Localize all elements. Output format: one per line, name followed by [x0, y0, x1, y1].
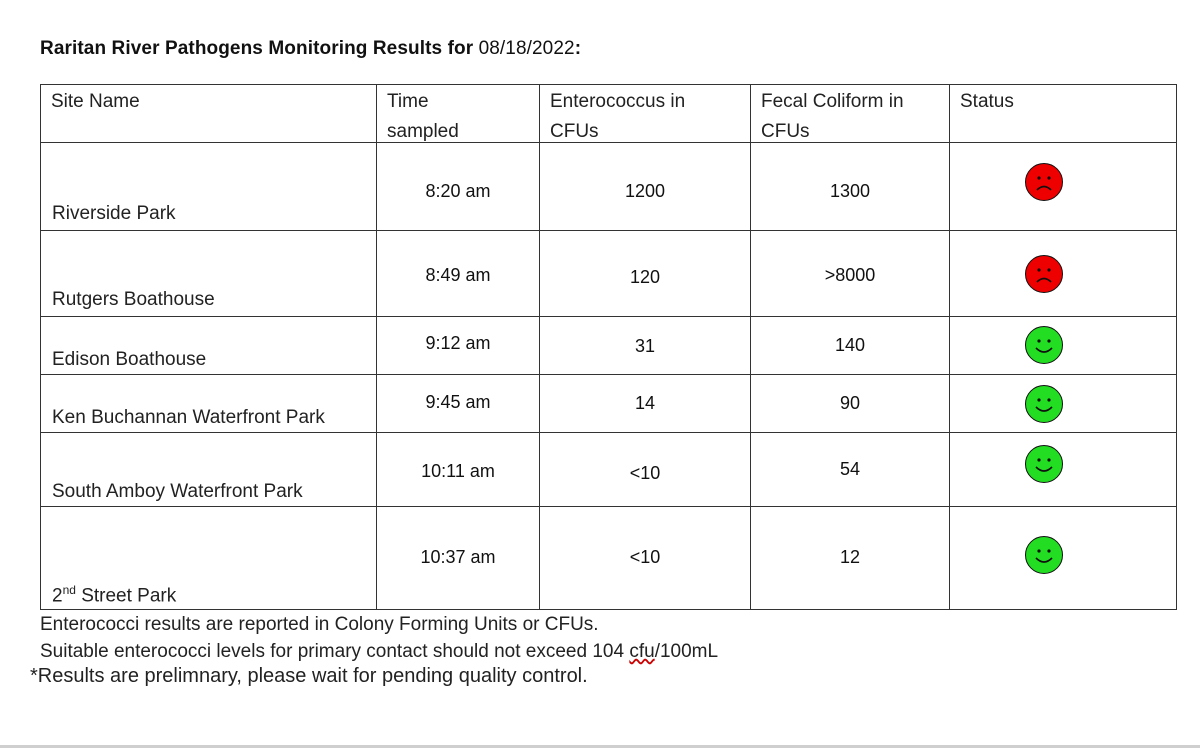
table-row-time: [377, 231, 540, 317]
table-row-time: [377, 507, 540, 610]
site-name: Rutgers Boathouse: [52, 289, 215, 310]
entero-value: 1200: [624, 181, 666, 201]
site-name: Ken Buchannan Waterfront Park: [52, 407, 325, 428]
header-site-label: Site Name: [51, 91, 140, 112]
sad-face-icon: [1025, 255, 1063, 293]
table-row-entero: [540, 507, 751, 610]
header-fecal-line1: Fecal Coliform in: [761, 91, 904, 112]
table-row-entero: [540, 433, 751, 507]
table-row-site: [41, 317, 377, 375]
site-name: [52, 583, 176, 607]
fecal-value: 12: [839, 547, 861, 567]
header-status-label: Status: [960, 91, 1014, 112]
site-name-suffix: nd: [62, 583, 76, 597]
happy-face-icon: [1025, 326, 1063, 364]
header-time-sampled: [377, 85, 540, 143]
note-suitable-text: Suitable enterococci levels for primary contact should not exceed 104: [40, 641, 630, 662]
table-row-site: [41, 143, 377, 231]
time-value: 9:12 am: [425, 333, 491, 353]
entero-value: <10: [629, 463, 661, 483]
page-title: [40, 38, 581, 60]
table-row-status: [950, 375, 1177, 433]
table-row-site: [41, 375, 377, 433]
time-value: 9:45 am: [425, 392, 491, 412]
table-row-time: [377, 143, 540, 231]
fecal-value: 1300: [829, 181, 871, 201]
table-row-fecal: [751, 231, 950, 317]
sad-face-icon: [1025, 163, 1063, 201]
table-row-fecal: [751, 317, 950, 375]
table-row-status: [950, 507, 1177, 610]
entero-value: <10: [629, 547, 661, 567]
site-name: Edison Boathouse: [52, 349, 207, 370]
time-value: 8:20 am: [425, 181, 491, 201]
time-value: 10:37 am: [420, 547, 496, 567]
header-entero-line1: Enterococcus in: [550, 91, 686, 112]
header-enterococcus: [540, 85, 751, 143]
table-row-time: [377, 375, 540, 433]
table-row-entero: [540, 143, 751, 231]
table-row-status: [950, 433, 1177, 507]
table-row-site: [41, 433, 377, 507]
header-fecal-line2: CFUs: [761, 121, 810, 142]
title-date: 08/18/2022: [478, 38, 575, 59]
fecal-value: 54: [839, 459, 861, 479]
header-site-name: [41, 85, 377, 143]
note-preliminary: *Results are prelimnary, please wait for pending quality control.: [30, 665, 588, 687]
note-unit-cfu: cfu: [629, 641, 655, 662]
results-table: [40, 84, 1177, 610]
note-cfu-units: Enterococci results are reported in Colony Forming Units or CFUs.: [40, 614, 599, 635]
title-text: Raritan River Pathogens Monitoring Results for: [40, 38, 479, 59]
header-fecal-coliform: [751, 85, 950, 143]
table-row-entero: [540, 375, 751, 433]
site-name: Riverside Park: [52, 203, 176, 224]
site-name-rest: Street Park: [75, 585, 177, 607]
table-row-time: [377, 433, 540, 507]
table-row-site: [41, 231, 377, 317]
table-row-status: [950, 317, 1177, 375]
site-name: South Amboy Waterfront Park: [52, 481, 303, 502]
happy-face-icon: [1025, 385, 1063, 423]
table-row-site: [41, 507, 377, 610]
fecal-value: 140: [834, 335, 866, 355]
table-row-fecal: [751, 507, 950, 610]
header-time-line1: Time: [387, 91, 429, 112]
title-colon: :: [574, 38, 582, 59]
fecal-value: >8000: [824, 265, 876, 285]
entero-value: 31: [634, 336, 656, 356]
entero-value: 14: [634, 393, 656, 413]
table-row-fecal: [751, 433, 950, 507]
header-status: [950, 85, 1177, 143]
table-row-fecal: [751, 375, 950, 433]
fecal-value: 90: [839, 393, 861, 413]
table-row-status: [950, 231, 1177, 317]
header-entero-line2: CFUs: [550, 121, 599, 142]
table-row-time: [377, 317, 540, 375]
table-row-entero: [540, 231, 751, 317]
header-time-line2: sampled: [387, 121, 459, 142]
time-value: 10:11 am: [421, 461, 495, 481]
table-row-status: [950, 143, 1177, 231]
table-row-fecal: [751, 143, 950, 231]
happy-face-icon: [1025, 445, 1063, 483]
happy-face-icon: [1025, 536, 1063, 574]
table-row-entero: [540, 317, 751, 375]
entero-value: 120: [629, 267, 661, 287]
note-unit-volume: /100mL: [654, 641, 719, 662]
time-value: 8:49 am: [425, 265, 491, 285]
note-suitable-levels: [40, 641, 718, 663]
site-name-number: 2: [52, 585, 63, 607]
